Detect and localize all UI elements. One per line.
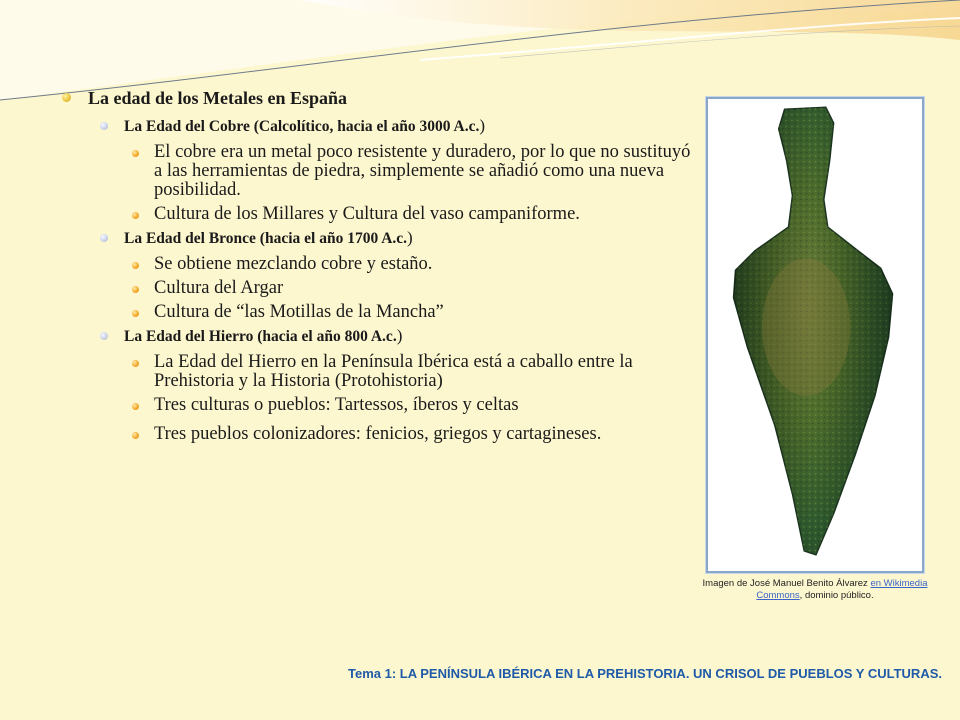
- list-item: [62, 143, 702, 200]
- image-caption: [700, 578, 930, 602]
- artifact-photo: [706, 97, 924, 573]
- section-title: La Edad del Bronce (hacia el año 1700 A.c.: [124, 230, 408, 247]
- heading-text: La edad de los Metales en España: [88, 88, 348, 108]
- list-item: [62, 425, 702, 444]
- list-item: [62, 353, 702, 391]
- item-bullet-icon: [132, 432, 139, 439]
- list-item: [62, 279, 702, 298]
- outline: [62, 85, 702, 447]
- section-title: La Edad del Hierro (hacia el año 800 A.c.: [124, 328, 397, 345]
- section-title: La Edad del Cobre (Calcolítico, hacia el año 3000 A.c.: [124, 118, 480, 135]
- item-bullet-icon: [132, 403, 139, 410]
- item-text: Se obtiene mezclando cobre y estaño.: [154, 254, 433, 274]
- section-bronze: [62, 227, 702, 250]
- section-copper: [62, 115, 702, 138]
- wikimedia-link[interactable]: en Wikimedia Commons: [756, 578, 928, 601]
- list-item: [62, 303, 702, 322]
- item-bullet-icon: [132, 360, 139, 367]
- item-bullet-icon: [132, 286, 139, 293]
- heading: [62, 85, 702, 111]
- footer-label: Tema 1:: [348, 666, 400, 681]
- item-text: Cultura de los Millares y Cultura del vaso campaniforme.: [154, 204, 580, 224]
- item-text: Tres culturas o pueblos: Tartessos, íberos y celtas: [154, 395, 519, 415]
- item-text: Cultura del Argar: [154, 278, 284, 298]
- section-bullet-icon: [100, 122, 108, 130]
- caption-prefix: Imagen de José Manuel Benito Álvarez: [702, 578, 871, 589]
- section-bullet-icon: [100, 234, 108, 242]
- section-title-close: ): [396, 326, 403, 345]
- caption-suffix: , dominio público.: [799, 590, 874, 601]
- item-text: Tres pueblos colonizadores: fenicios, griegos y cartagineses.: [154, 424, 602, 444]
- heading-bullet-icon: [62, 93, 71, 102]
- list-item: [62, 396, 702, 415]
- footer-title: LA PENÍNSULA IBÉRICA EN LA PREHISTORIA. UN CRISOL DE PUEBLOS Y CULTURAS.: [399, 666, 942, 681]
- footer: [262, 666, 942, 681]
- item-bullet-icon: [132, 212, 139, 219]
- list-item: [62, 205, 702, 224]
- section-title-close: ): [479, 116, 486, 135]
- item-bullet-icon: [132, 310, 139, 317]
- item-bullet-icon: [132, 150, 139, 157]
- section-iron: [62, 325, 702, 348]
- item-bullet-icon: [132, 262, 139, 269]
- item-text: Cultura de “las Motillas de la Mancha”: [154, 302, 444, 322]
- list-item: [62, 255, 702, 274]
- section-title-close: ): [407, 228, 413, 247]
- item-text: El cobre era un metal poco resistente y duradero, por lo que no sustituyó a las herramientas de piedra, simplemente se añadió como una nueva posibilidad.: [154, 142, 691, 200]
- section-bullet-icon: [100, 332, 108, 340]
- bronze-dagger-image: [708, 99, 922, 571]
- item-text: La Edad del Hierro en la Península Ibérica está a caballo entre la Prehistoria y la Historia (Protohistoria): [154, 352, 633, 391]
